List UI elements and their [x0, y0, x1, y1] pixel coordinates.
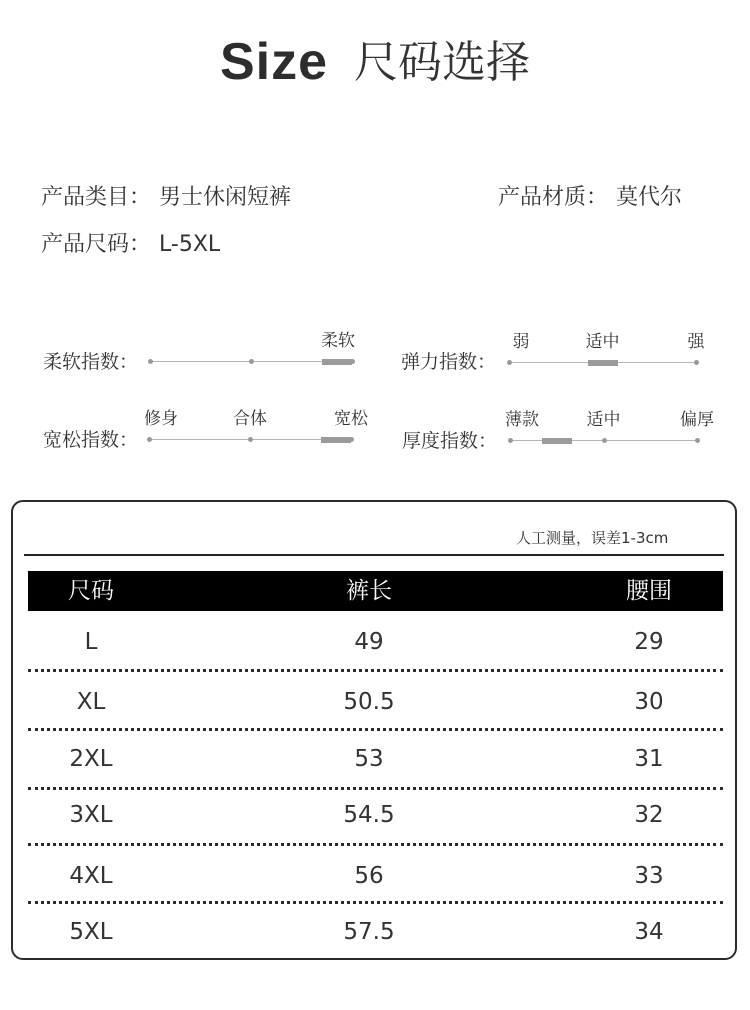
title-chinese: 尺码选择 [354, 37, 531, 88]
scale-dot [694, 360, 699, 365]
scale-word: 柔软 [321, 331, 355, 351]
row-divider [28, 901, 723, 904]
row-divider [28, 843, 723, 846]
scale-dot [602, 438, 607, 443]
table-cell: 2XL [69, 746, 113, 772]
page-title [0, 32, 750, 104]
table-cell: 29 [634, 629, 664, 655]
scale-indicator [588, 360, 618, 366]
index-scale [150, 331, 355, 372]
scale-word: 宽松 [334, 409, 368, 429]
product-category [41, 180, 291, 211]
scale-word: 修身 [144, 409, 178, 429]
scale-dot [695, 438, 700, 443]
category-value: 男士休闲短裤 [159, 185, 292, 210]
column-header: 腰围 [626, 578, 672, 604]
scale-dot [147, 437, 152, 442]
table-cell: L [84, 629, 98, 655]
scale-word: 适中 [585, 332, 620, 352]
title-english: Size [219, 33, 329, 91]
scale-word: 薄款 [505, 410, 539, 430]
column-header: 裤长 [346, 578, 392, 604]
scale-indicator [322, 359, 352, 365]
material-label: 产品材质： [498, 185, 609, 210]
scale-dot [148, 359, 153, 364]
material-value: 莫代尔 [616, 185, 683, 210]
index-scale [144, 409, 368, 450]
index-label: 柔软指数： [43, 351, 139, 373]
table-cell: 57.5 [343, 919, 395, 945]
index-scale [505, 410, 714, 451]
index-label: 厚度指数： [402, 430, 498, 452]
scale-dot [508, 438, 513, 443]
size-value: L-5XL [159, 232, 221, 257]
table-cell: 5XL [69, 919, 113, 945]
scale-word: 偏厚 [680, 410, 714, 430]
measurement-note: 人工测量，误差1-3cm [516, 529, 669, 547]
row-divider [28, 787, 723, 790]
table-cell: 30 [634, 689, 664, 715]
scale-word: 合体 [233, 409, 267, 429]
table-cell: 53 [354, 746, 384, 772]
table-cell: 31 [634, 746, 664, 772]
scale-dot [507, 360, 512, 365]
table-cell: 56 [354, 863, 384, 889]
index-label: 宽松指数： [43, 429, 139, 451]
table-cell: 54.5 [343, 802, 395, 828]
size-label: 产品尺码： [41, 232, 152, 257]
category-label: 产品类目： [41, 185, 152, 210]
table-cell: 50.5 [343, 689, 395, 715]
product-size-range [41, 227, 220, 258]
scale-word: 适中 [586, 410, 621, 430]
row-divider [28, 669, 723, 672]
table-cell: 33 [634, 863, 664, 889]
scale-indicator [321, 437, 351, 443]
note-divider [24, 554, 724, 556]
scale-word: 弱 [512, 332, 530, 352]
table-cell: 3XL [69, 802, 113, 828]
scale-dot [248, 437, 253, 442]
scale-dot [249, 359, 254, 364]
table-cell: XL [76, 689, 106, 715]
index-scale [509, 332, 705, 373]
table-cell: 32 [634, 802, 664, 828]
product-material [498, 180, 682, 211]
table-cell: 34 [634, 919, 664, 945]
column-header: 尺码 [68, 578, 114, 604]
table-cell: 4XL [69, 863, 113, 889]
row-divider [28, 728, 723, 731]
index-label: 弹力指数： [401, 351, 497, 373]
table-cell: 49 [354, 629, 384, 655]
table-header [28, 571, 723, 611]
scale-indicator [542, 438, 572, 444]
scale-word: 强 [687, 332, 705, 352]
